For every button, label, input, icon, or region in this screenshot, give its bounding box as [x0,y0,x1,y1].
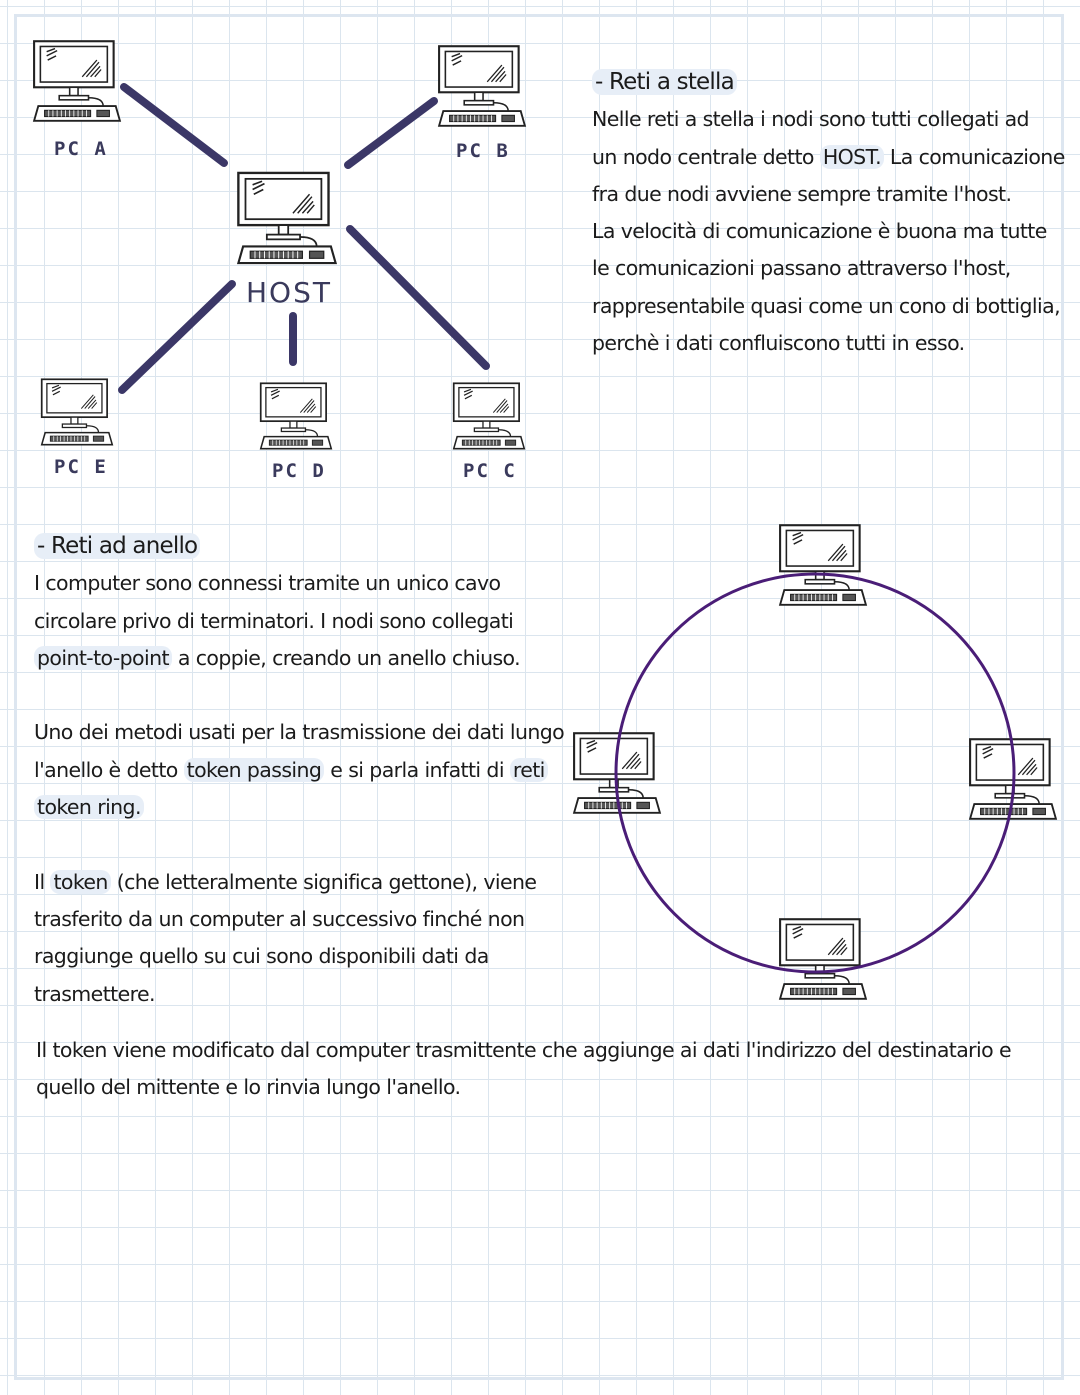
star-line-6: rappresentabile quasi come un cono di bottiglia, [592,293,1060,318]
pc-b-label: PC B [456,140,510,162]
link-pc-c [350,229,486,366]
ring-p2-line-2: l'anello è detto token passing e si parla infatti di reti [34,752,564,789]
token-ring-highlight: token ring. [34,795,144,819]
pc-d-label: PC D [272,460,326,482]
ring-p4-line-1: Il token viene modificato dal computer trasmittente che aggiunge ai dati l'indirizzo del destinatario e [36,1038,1011,1062]
ring-p3-line-1: Il token (che letteralmente significa gettone), viene [34,869,537,894]
host-computer-icon [236,165,338,271]
pc-d-computer-icon [259,378,333,454]
star-line-5: le comunicazioni passano attraverso l'host, [592,256,1011,281]
ring-p4-line-2: quello del mittente e lo rinvia lungo l'anello. [36,1075,461,1100]
star-line-2: un nodo centrale detto HOST. La comunicazione [592,144,1065,169]
star-line-4: La velocità di comunicazione è buona ma tutte [592,219,1047,244]
ring-final-paragraph [36,1032,1011,1107]
star-line-1: Nelle reti a stella i nodi sono tutti collegati ad [592,107,1029,132]
pc-e-label: PC E [54,456,108,478]
point-to-point-highlight: point-to-point [34,646,172,670]
token-passing-highlight: token passing [184,758,325,782]
pc-a-computer-icon [32,36,122,126]
pc-a-label: PC A [54,138,108,160]
ring-p1-line-2: circolare privo di terminatori. I nodi sono collegati [34,608,514,633]
ring-p3-line-3: raggiunge quello su cui sono disponibili dati da [34,944,489,969]
pc-e-computer-icon [40,374,114,450]
reti-highlight: reti [510,758,548,782]
host-highlight: HOST. [820,145,884,169]
host-label: HOST [246,276,332,309]
token-highlight: token [50,870,110,894]
pc-b-computer-icon [437,38,527,134]
ring-cable [600,560,1030,990]
star-line-3: fra due nodi avviene sempre tramite l'host. [592,181,1012,206]
ring-description [34,528,564,1013]
ring-heading: - Reti ad anello [34,533,200,559]
star-line-7: perchè i dati confluiscono tutti in esso. [592,331,965,356]
star-description [592,64,1065,362]
link-pc-a [124,87,224,163]
ring-p1-line-1: I computer sono connessi tramite un unico cavo [34,571,501,596]
link-pc-e [122,284,232,390]
link-pc-b [348,101,434,165]
ring-p2-line-1: Uno dei metodi usati per la trasmissione dei dati lungo [34,720,565,745]
ring-p3-line-4: trasmettere. [34,981,155,1006]
pc-c-label: PC C [463,460,517,482]
star-heading: - Reti a stella [592,69,737,95]
pc-c-computer-icon [452,378,526,454]
ring-p3-line-2: trasferito da un computer al successivo finché non [34,906,525,931]
ring-p1-line-3: point-to-point a coppie, creando un anello chiuso. [34,640,564,677]
